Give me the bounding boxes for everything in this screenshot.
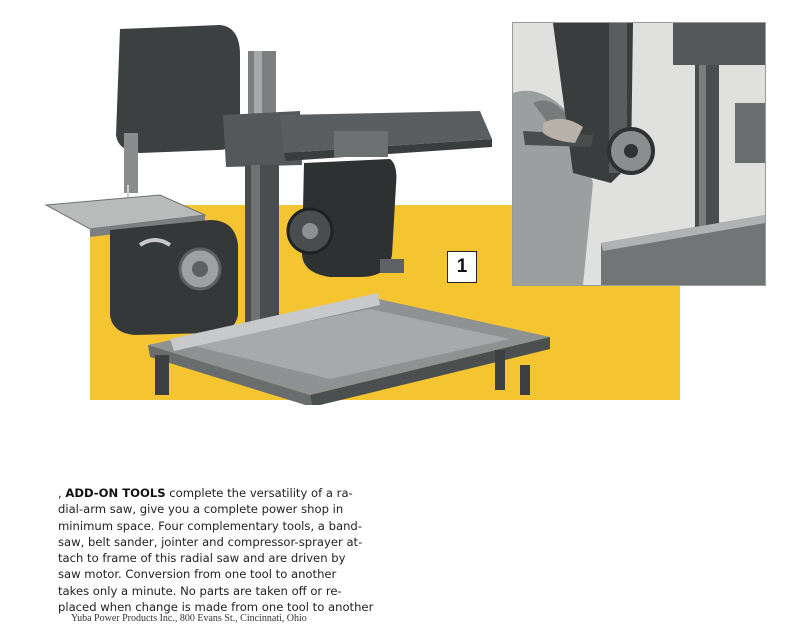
inset-photo [512,22,766,286]
caption-line-3: minimum space. Four complementary tools, a band- [58,518,362,533]
figure-number: 1 [447,251,477,283]
bandsaw-blade-guide [124,133,138,193]
caption-line-text: complete the versatility of a ra- [169,486,353,500]
caption-line-1 [58,485,398,501]
caption-line-5: tach to frame of this radial saw and are driven by [58,551,346,566]
caption [58,485,398,615]
manufacturer-credit: Yuba Power Products Inc., 800 Evans St., Cincinnati, Ohio [71,613,307,624]
caption-line-2: dial-arm saw, give you a complete power shop in [58,502,344,517]
caption-lead-mark: , [58,486,62,500]
inset-bandsaw-closeup [513,23,765,285]
column-post [245,165,279,330]
caption-line-7: takes only a minute. No parts are taken off or re- [58,583,342,598]
caption-lead: ADD-ON TOOLS [65,486,166,500]
caption-line-4: saw, belt sander, jointer and compressor-sprayer at- [58,534,363,549]
caption-line-6: saw motor. Conversion from one tool to another [58,567,337,582]
caption-line-8: placed when change is made from one tool to another [58,600,374,615]
